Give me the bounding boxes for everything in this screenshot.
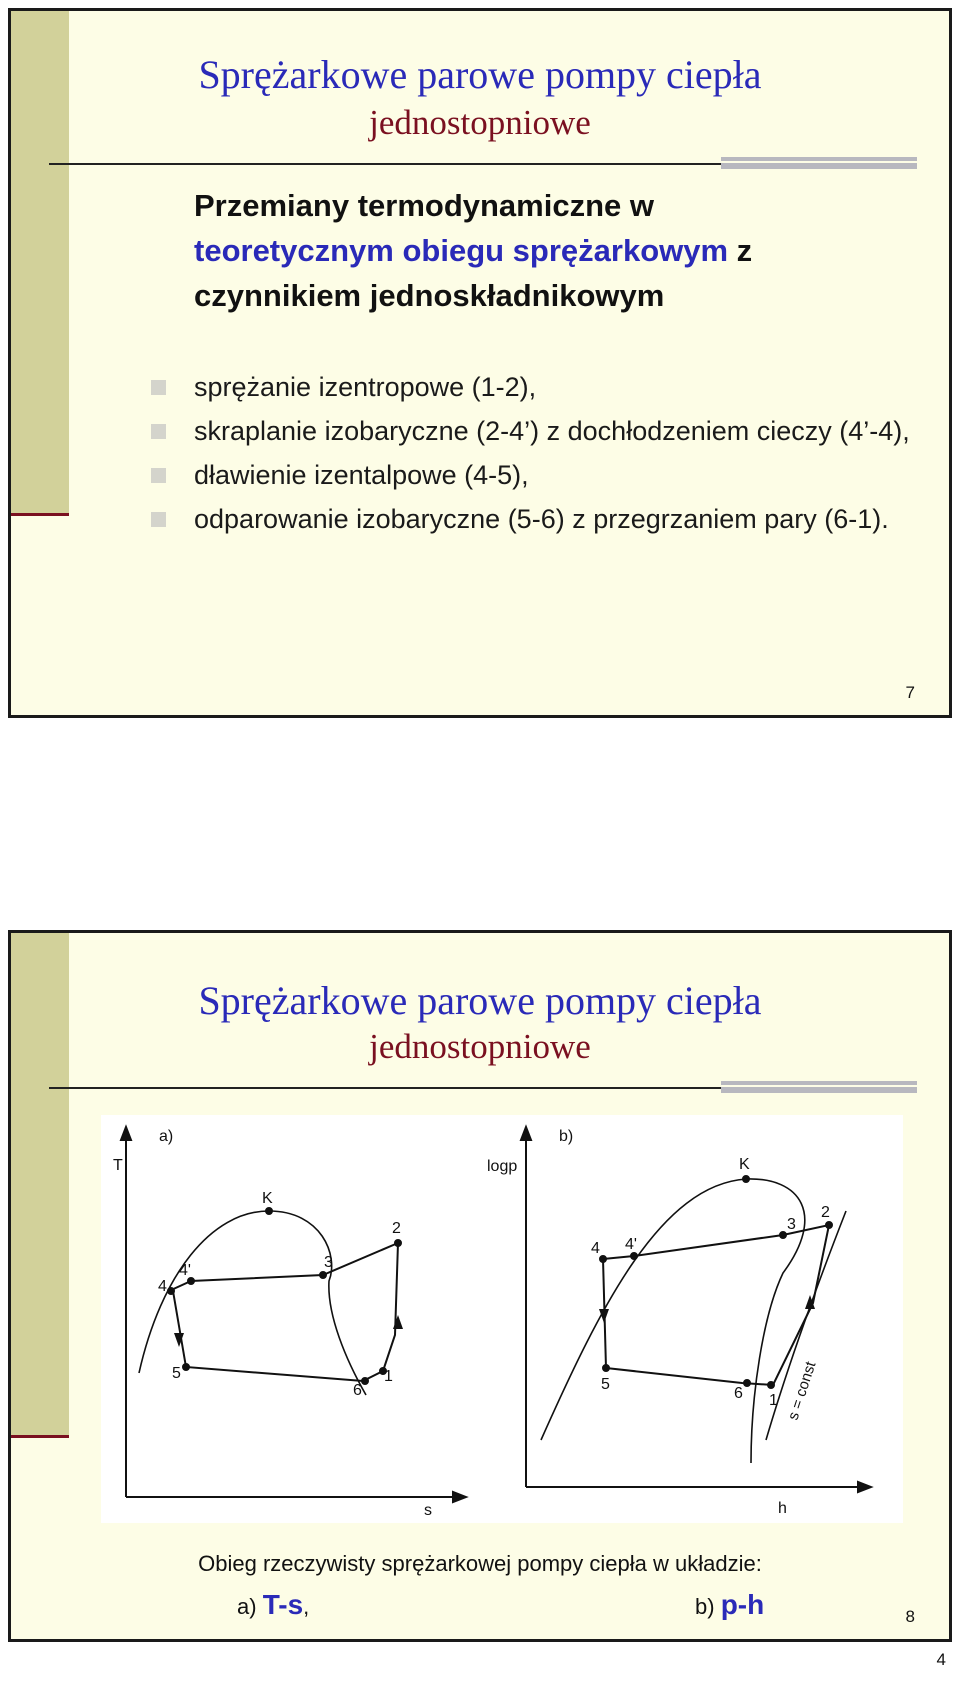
ts-x-label: s	[424, 1502, 432, 1519]
ph-point-4p	[631, 1253, 637, 1259]
cycle-diagrams-figure	[101, 1115, 903, 1523]
figure-caption: Obieg rzeczywisty sprężarkowej pompy ciepła w układzie:	[198, 1551, 762, 1576]
ph-point-2	[826, 1222, 832, 1228]
title-rule-accent	[721, 1081, 917, 1093]
ts-point-6	[362, 1378, 368, 1384]
ts-label-1: 1	[384, 1368, 393, 1385]
ph-label-5: 5	[601, 1376, 610, 1393]
ts-label-2: 2	[392, 1220, 401, 1237]
axes-a-prefix: a)	[237, 1594, 257, 1619]
axes-a-value: T-s	[262, 1589, 304, 1620]
title-rule-accent	[721, 157, 917, 169]
heading-part-2: teoretycznym obiegu sprężarkowym	[194, 233, 729, 268]
ph-diagram	[487, 1127, 871, 1517]
ts-label-4: 4	[158, 1278, 167, 1295]
ts-point-5	[183, 1364, 189, 1370]
ph-point-1	[768, 1382, 774, 1388]
heading-part-1: Przemiany termodynamiczne w	[194, 188, 654, 223]
ph-label-4: 4	[591, 1240, 600, 1257]
bullet-square-icon	[151, 468, 166, 483]
axes-b-prefix: b)	[695, 1594, 715, 1619]
list-item-text: skraplanie izobaryczne (2-4’) z dochłodzeniem cieczy (4’-4),	[194, 416, 910, 446]
axes-a-label	[237, 1589, 309, 1621]
list-item-text: sprężanie izentropowe (1-2),	[194, 372, 537, 402]
ph-x-arrowhead	[858, 1482, 871, 1492]
ph-point-3	[780, 1232, 786, 1238]
ph-point-4	[600, 1256, 606, 1262]
slide-title: Sprężarkowe parowe pompy ciepła	[198, 52, 762, 97]
ph-label-4p: 4'	[625, 1236, 637, 1253]
list-item-text: odparowanie izobaryczne (5-6) z przegrzaniem pary (6-1).	[194, 504, 889, 534]
process-list	[151, 368, 911, 544]
heading-part-3: z	[728, 233, 753, 268]
ph-isentrope-label: s = const	[784, 1359, 820, 1423]
ts-label-5: 5	[172, 1365, 181, 1382]
page-number: 8	[905, 1607, 915, 1626]
sheet-page-number: 4	[936, 1650, 946, 1669]
bullet-square-icon	[151, 424, 166, 439]
ts-point-2	[395, 1240, 401, 1246]
list-item	[151, 412, 911, 450]
section-heading	[194, 183, 914, 318]
bullet-square-icon	[151, 380, 166, 395]
ts-label-6: 6	[353, 1382, 362, 1399]
slide-subtitle: jednostopniowe	[369, 1027, 591, 1066]
ts-y-label: T	[113, 1157, 123, 1174]
ts-label-3: 3	[324, 1254, 333, 1271]
slide-title: Sprężarkowe parowe pompy ciepła	[198, 978, 762, 1023]
slide-7	[8, 8, 952, 718]
ts-label-4p: 4'	[179, 1262, 191, 1279]
slide-8	[8, 930, 952, 1642]
ph-y-label: logp	[487, 1158, 518, 1175]
ph-saturation-dome	[541, 1179, 805, 1463]
ts-point-4	[168, 1288, 174, 1294]
ph-panel-label: b)	[559, 1128, 574, 1145]
ts-x-arrowhead	[453, 1492, 466, 1502]
heading-part-4: czynnikiem jednoskładnikowym	[194, 278, 665, 313]
axes-b-value: p-h	[720, 1589, 765, 1620]
cycle-diagrams-svg	[101, 1115, 903, 1523]
list-item	[151, 456, 911, 494]
axes-a-suffix: ,	[303, 1594, 310, 1619]
ph-label-6: 6	[734, 1385, 743, 1402]
ph-label-3: 3	[787, 1216, 796, 1233]
list-item	[151, 368, 911, 406]
ts-panel-label: a)	[159, 1128, 174, 1145]
ts-point-3	[320, 1272, 326, 1278]
ph-label-k: K	[739, 1156, 750, 1173]
list-item-text: dławienie izentalpowe (4-5),	[194, 460, 529, 490]
ph-label-1: 1	[769, 1392, 778, 1409]
slide-subtitle: jednostopniowe	[369, 103, 591, 142]
ph-point-5	[603, 1365, 609, 1371]
ts-point-k	[266, 1208, 272, 1214]
ph-point-k	[743, 1176, 749, 1182]
ph-point-6	[744, 1380, 750, 1386]
ts-cycle-path	[169, 1243, 398, 1381]
ph-y-arrowhead	[521, 1127, 531, 1140]
axes-b-label	[695, 1589, 764, 1621]
ts-label-k: K	[262, 1190, 273, 1207]
bullet-square-icon	[151, 512, 166, 527]
ph-label-2: 2	[821, 1204, 830, 1221]
page-number: 7	[905, 683, 915, 702]
ts-diagram	[113, 1127, 466, 1519]
ts-y-arrowhead	[121, 1127, 131, 1140]
ph-x-label: h	[778, 1500, 787, 1517]
list-item	[151, 500, 911, 538]
